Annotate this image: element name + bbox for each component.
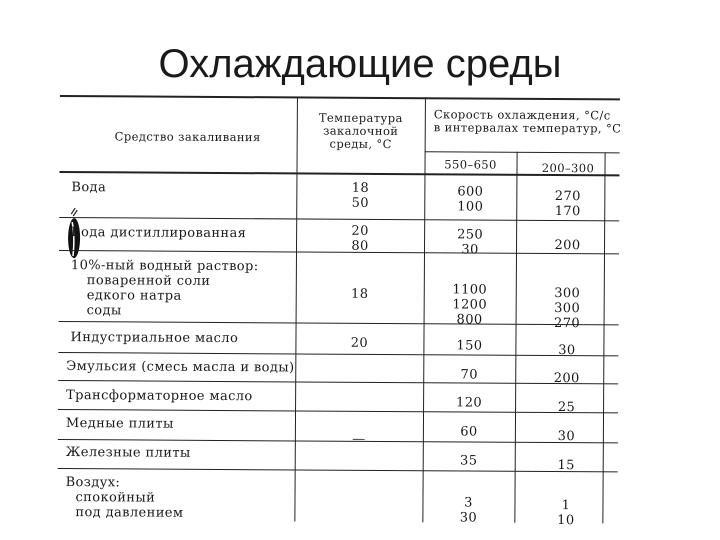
table-content — [57, 88, 622, 529]
row-label-iron-plates: Железные плиты — [65, 445, 191, 461]
row-rate-200-300: 30 — [558, 343, 576, 359]
header-method: Средство закаливания — [114, 129, 261, 145]
row-temp: 20 — [350, 335, 369, 351]
row-temp: 18 — [351, 286, 369, 302]
range-rule — [425, 151, 620, 153]
row-rate-200-300: 1 10 — [557, 498, 575, 529]
row-rate-550-650: 70 — [460, 367, 478, 383]
row-label-copper-plates: Медные плиты — [65, 416, 174, 432]
row-rate-550-650: 120 — [456, 395, 483, 411]
row-temp: 18 50 — [351, 180, 370, 211]
row-rate-550-650: 35 — [460, 453, 478, 469]
row-rate-200-300: 270 170 — [554, 189, 581, 220]
row-label-industrial-oil: Индустриальное масло — [70, 330, 239, 347]
row-rate-550-650: 250 30 — [457, 227, 484, 258]
row-rate-200-300: 300 300 270 — [554, 286, 581, 332]
row-rate-550-650: 600 100 — [457, 184, 484, 215]
row-rate-550-650: 150 — [456, 338, 483, 354]
row-rate-550-650: 60 — [460, 424, 478, 440]
row-rate-200-300: 30 — [557, 429, 576, 445]
row-rate-550-650: 3 30 — [459, 495, 478, 526]
slide-title: Охлаждающие среды — [158, 42, 562, 86]
row-rate-200-300: 200 — [553, 371, 580, 387]
row-label-solution: 10%-ный водный раствор: поваренной соли едкого натра соды — [70, 258, 259, 319]
table-top-rule — [60, 95, 620, 100]
row-label-distilled-water: Вода дистиллированная — [71, 225, 247, 242]
header-temperature: Температура закалочной среды, °С — [318, 110, 403, 152]
row-label-transformer-oil: Трансформаторное масло — [66, 388, 253, 405]
row-temp: 20 80 — [351, 223, 369, 254]
header-range-200-300: 200–300 — [541, 160, 595, 176]
row-rate-200-300: 200 — [554, 238, 581, 254]
row-rate-200-300: 25 — [557, 400, 576, 416]
row-label-air: Воздух: спокойный под давлением — [65, 475, 184, 521]
row-rate-200-300: 15 — [557, 458, 575, 474]
header-cooling-rate: Скорость охлаждения, °С/с в интервалах температур, °С — [433, 107, 622, 136]
row-rate-550-650: 1100 1200 800 — [452, 282, 488, 328]
row-temp: — — [352, 431, 366, 447]
col-rule — [294, 96, 298, 521]
header-range-550-650: 550–650 — [444, 157, 497, 172]
row-label-emulsion: Эмульсия (смесь масла и воды) — [66, 359, 295, 376]
scanned-table — [60, 88, 622, 529]
row-label-water: Вода — [71, 180, 107, 196]
